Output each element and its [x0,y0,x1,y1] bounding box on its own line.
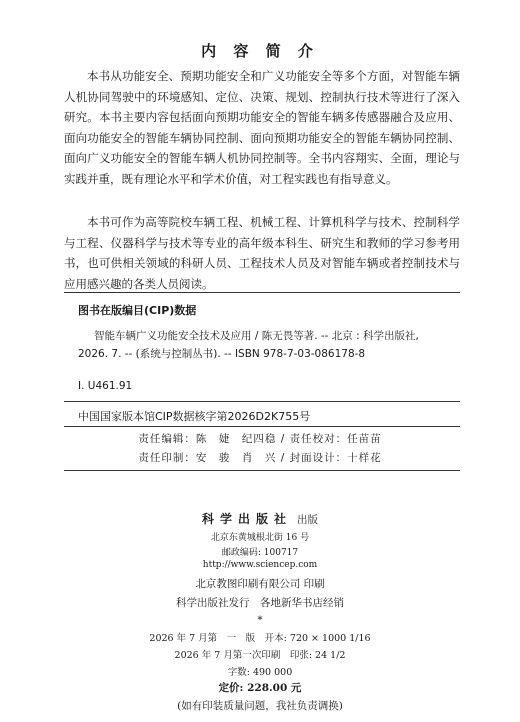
wordcount-line: 字数: 490 000 [227,667,293,678]
credits-editors: 责任编辑：陈 婕 纪四稳 / 责任校对：任苗苗 [138,433,382,445]
intro-paragraph-2: 本书可作为高等院校车辆工程、机械工程、计算机科学与技术、控制科学与工程、仪器科学与技术等专业的高年级本科生、研究生和教师的学习参考用书，也可供相关领域的科研人员、工程技术人员及对智能车辆或者控制技术与应用感兴趣的各类人员阅读。 [64,215,460,291]
divider-bottom [64,470,460,471]
cip-number: 中国国家版本馆CIP数据核字第2026D2K755号 [78,410,311,423]
divider-top [64,426,460,427]
cip-data-block [64,292,460,402]
cip-catalog-entry: 智能车辆广义功能安全技术及应用 / 陈无畏等著. -- 北京 : 科学出版社, 2026. 7. -- (系统与控制丛书). -- ISBN 978-7-03-086178-8 [78,330,419,360]
cip-classification: Ⅰ. U461.91 [78,380,133,392]
publisher-logo: 科学出版社 [201,512,292,526]
page-title: 内 容 简 介 [201,42,319,60]
publisher-line [0,508,520,527]
intro-paragraph-1: 本书从功能安全、预期功能安全和广义功能安全等多个方面，对智能车辆人机协同驾驶中的环境感知、定位、决策、规划、控制执行技术等进行了深入研究。本书主要内容包括面向预期功能安全的智能车辆多传感器融合及应用、面向功能安全的智能车辆协同控制、面向预期功能安全的智能车辆协同控制、面向广义功能安全的智能车辆人机协同控制等。全书内容翔实、全面，理论与实践并重，既有理论水平和学术价值，对工程实践也有指导意义。 [64,69,460,186]
distribution-line: 科学出版社发行 各地新华书店经销 [176,597,344,609]
publisher-address: 北京东黄城根北街 16 号 [210,533,310,543]
publisher-postcode: 邮政编码: 100717 [221,548,299,558]
cip-heading: 图书在版编目(CIP)数据 [78,304,197,317]
publisher-suffix: 出版 [297,514,319,526]
price-line: 定价: 228.00 元 [218,682,302,694]
quality-note: (如有印装质量问题，我社负责调换) [177,700,343,712]
credits-production: 责任印制：安 骏 肖 兴 / 封面设计：十样花 [138,452,382,464]
edition-line: 2026 年 7 月第 一 版 开本: 720 × 1000 1/16 [149,633,371,644]
separator-star: * [257,614,263,626]
printing-line: 2026 年 7 月第一次印刷 印张: 24 1/2 [174,650,346,661]
printer-line: 北京教图印刷有限公司 印刷 [195,578,325,590]
publisher-website: http://www.sciencep.com [202,560,318,570]
